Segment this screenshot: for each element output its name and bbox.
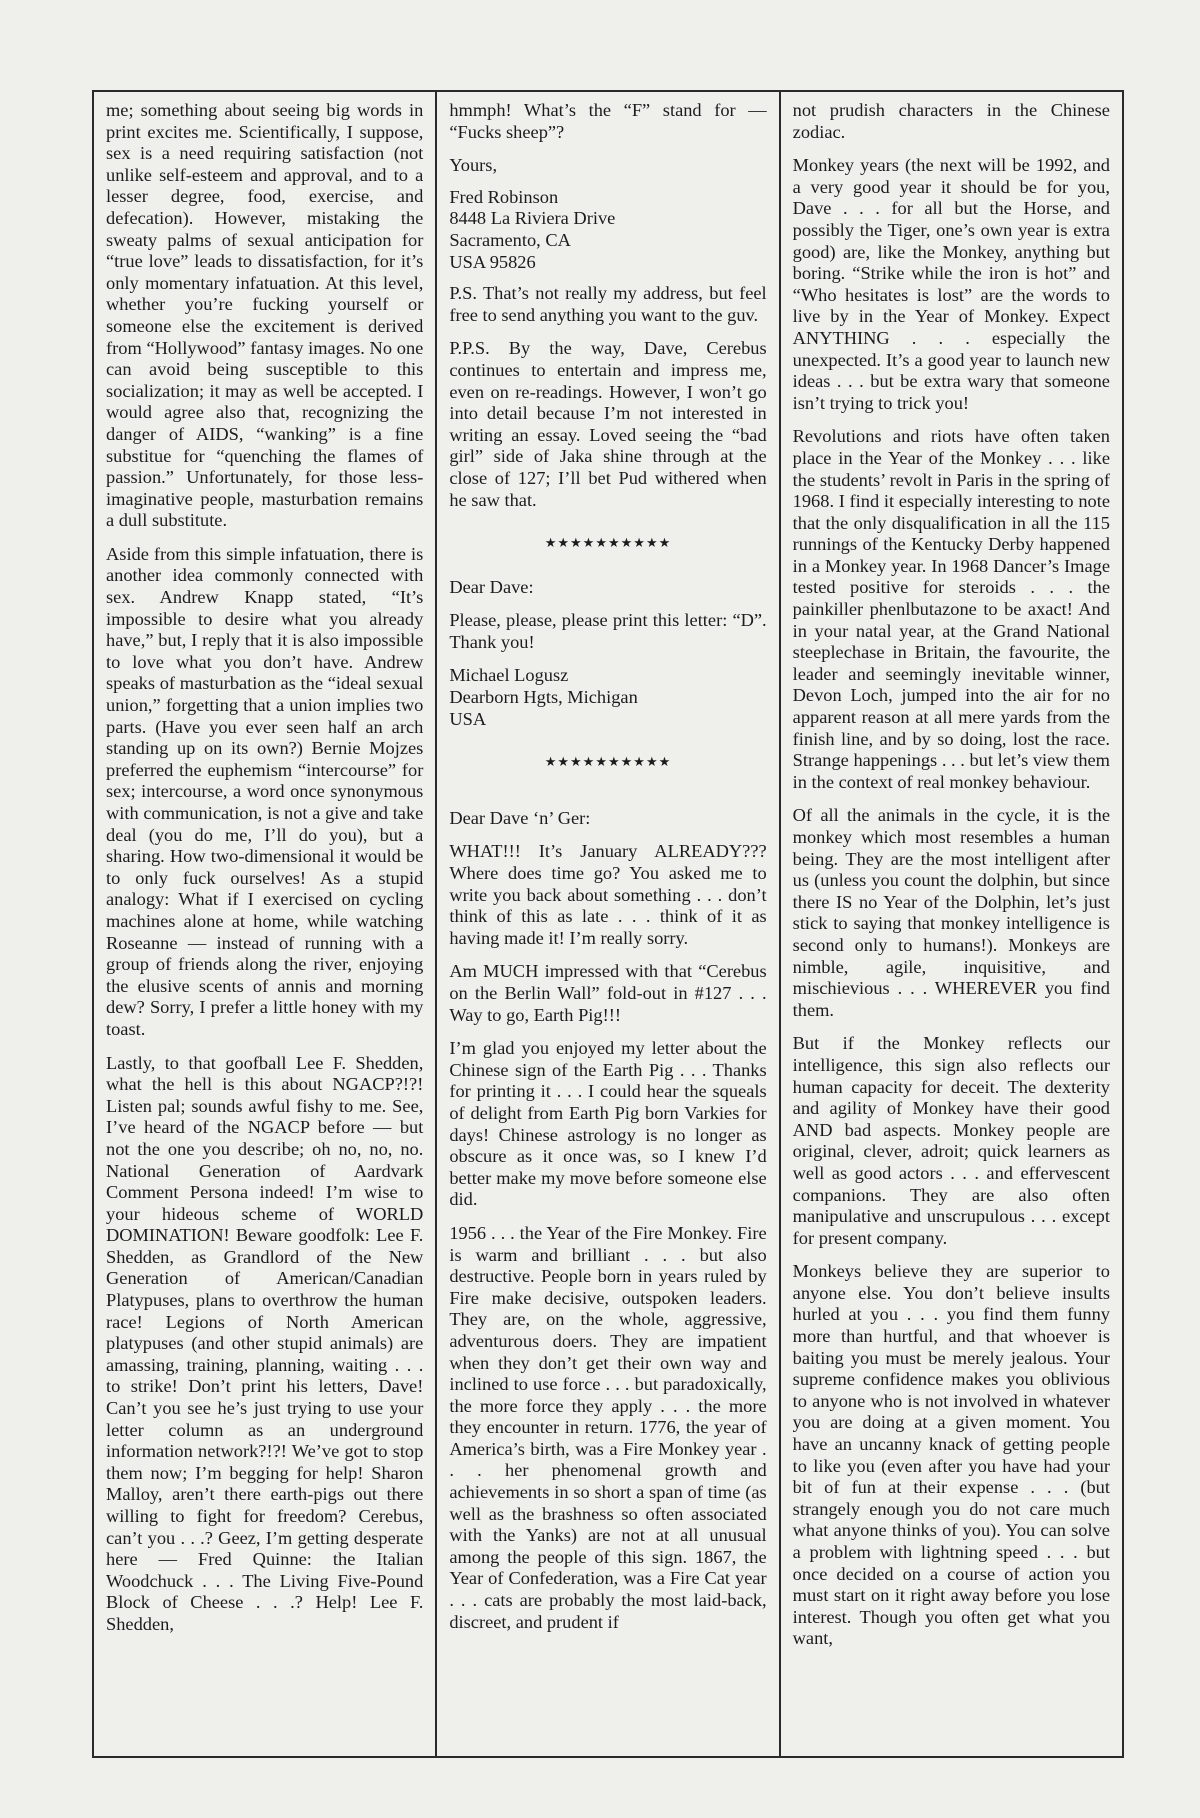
letter-signature-block [449, 155, 766, 273]
signature-address [449, 187, 766, 273]
address-line: 8448 La Riviera Drive [449, 208, 616, 229]
letter-paragraph: hmmph! What’s the “F” stand for — “Fucks sheep”? [449, 100, 767, 142]
letter-paragraph: Lastly, to that goofball Lee F. Shedden, what the hell is this about NGACP?!?! Listen pal; sounds awful fishy to me. See, I’ve heard of the NGACP before — but not the one you describe; oh no, no, no. National Generation of Aardvark Comment Persona indeed! I’m wise to your hideous scheme of WORLD DOMINATION! Beware goodfolk: Lee F. Shedden, as Grandlord of the New Generation of American/Canadian Platypuses, plans to overthrow the human race! Legions of North American platypuses (and other stupid animals) are amassing, training, planning, waiting . . . to strike! Don’t print his letters, Dave! Can’t you see he’s just trying to use your letter column as an underground information network?!?! We’ve got to stop them now; I’m begging for help! Sharon Malloy, aren’t there earth-pigs out there willing to fight for freedom? Cerebus, can’t you . . .? Geez, I’m getting desperate here — Fred Quinne: the Italian Woodchuck . . . The Living Five-Pound Block of Cheese . . .? Help! Lee F. Shedden, [106, 1052, 424, 1634]
letter-paragraph: Monkey years (the next will be 1992, and a very good year it should be for you, Dave . . . for all but the Horse, and possibly the Tiger, one’s own year is extra good) are, like the Monkey, anything but boring. “Strike while the iron is hot” and “Who hesitates is lost” are the words to live by in the Year of Monkey. Expect ANYTHING . . . especially the unexpected. It’s a good year to launch new ideas . . . but be extra wary that someone isn’t trying to trick you! [792, 155, 1110, 413]
letter-paragraph: Please, please, please print this letter: “D”. Thank you! [449, 610, 767, 652]
address-line: USA [449, 708, 487, 729]
letter-paragraph: Aside from this simple infatuation, there is another idea commonly connected with sex. Andrew Knapp stated, “It’s impossible to desire what you already have,” but, I reply that it is also impossible to love what you don’t have. Andrew speaks of masturbation as the “ideal sexual union,” forgetting that a union implies two parts. (Have you ever seen half an arch standing up on its own?) Bernie Mojzes preferred the euphemism “intercourse” for sex; intercourse, a word once synonymous with communication, is not a give and take deal (you do me, I’ll do you), but a sharing. How two-dimensional it would be to only fuck ourselves! As a stupid analogy: What if I exercised on cycling machines alone at home, while watching Roseanne — instead of running with a group of friends along the river, enjoying the elusive scents of annis and morning dew? Sorry, I prefer a little honey with my toast. [106, 543, 424, 1039]
signature-name: Michael Logusz [449, 665, 569, 686]
letter-paragraph: me; something about seeing big words in print excites me. Scientifically, I suppose, sex is a need requiring satisfaction (not unlike self-esteem and approval, and to a lesser degree, food, exercise, and defecation). However, mistaking the sweaty palms of sexual anticipation for “true love” leads to dissatisfaction, for it’s only momentary infatuation. At this level, whether you’re fucking yourself or someone else the excitement is derived from “Hollywood” fantasy images. No one can avoid being susceptible to this socialization; it may as well be accepted. I would agree also that, recognizing the danger of AIDS, “wanking” is a fine substitue for “quenching the flames of passion.” Unfortunately, for those less-imaginative people, masturbation remains a dull substitute. [106, 100, 424, 531]
letter-paragraph: 1956 . . . the Year of the Fire Monkey. Fire is warm and brilliant . . . but also destructive. People born in years ruled by Fire make decisive, outspoken leaders. They are, on the whole, aggressive, adventurous doers. They are impatient when they don’t get their own way and inclined to use force . . . but paradoxically, the more force they apply . . . the more they encounter in return. 1776, the year of America’s birth, was a Fire Monkey year . . . her phenomenal growth and achievements in so short a span of time (as well as the brashness so often associated with the Yanks) are not at all unusual among the people of this sign. 1867, the Year of Confederation, was a Fire Cat year . . . cats are probably the most laid-back, discreet, and prudent if [449, 1222, 767, 1632]
column-middle [435, 92, 778, 1756]
letter-paragraph: Of all the animals in the cycle, it is the monkey which most resembles a human being. They are the most intelligent after us (unless you count the dolphin, but since there IS no Year of the Dolphin, let’s just stick to saying that monkey intelligence is second only to humans!). Monkeys are nimble, agile, inquisitive, and mischievious . . . WHEREVER you find them. [792, 805, 1110, 1020]
star-separator: ★★★★★★★★★★ [544, 755, 672, 771]
letter-paragraph: Am MUCH impressed with that “Cerebus on the Berlin Wall” fold-out in #127 . . . Way to go, Earth Pig!!! [449, 961, 767, 1025]
signature-name: Fred Robinson [449, 186, 559, 207]
address-line: Sacramento, CA [449, 229, 571, 250]
letter-paragraph: I’m glad you enjoyed my letter about the Chinese sign of the Earth Pig . . . Thanks for printing it . . . I could hear the squeals of delight from Earth Pig born Varkies for days! Chinese astrology is no longer as obscure as it once was, so I knew I’d better make my move before someone else did. [449, 1038, 767, 1210]
letter-paragraph: But if the Monkey reflects our intelligence, this sign also reflects our human capacity for deceit. The dexterity and agility of Monkey have their good AND bad aspects. Monkey people are original, clever, adroit; quick learners as well as good actors . . . and effervescent companions. They are also often manipulative and unscrupulous . . . except for present company. [792, 1033, 1110, 1248]
address-line: Dearborn Hgts, Michigan [449, 687, 638, 708]
signature-address [449, 665, 766, 730]
letter-postscript: P.S. That’s not really my address, but feel free to send anything you want to the guv. [449, 283, 767, 325]
letters-page [92, 90, 1124, 1758]
letter-paragraph: not prudish characters in the Chinese zodiac. [792, 100, 1110, 142]
letter-greeting: Dear Dave: [449, 576, 534, 597]
letter-postscript: P.P.S. By the way, Dave, Cerebus continues to entertain and impress me, even on re-readings. However, I won’t go into detail because I’m not interested in writing an essay. Loved seeing the “bad girl” side of Jaka shine through at the close of 127; I’ll bet Pud withered when he saw that. [449, 338, 767, 510]
letter-closing: Yours, [449, 155, 498, 176]
column-left [94, 92, 435, 1756]
column-right [779, 92, 1122, 1756]
letter-paragraph: Revolutions and riots have often taken place in the Year of the Monkey . . . like the students’ revolt in Paris in the spring of 1968. I find it especially interesting to note that the only disqualification in all the 115 runnings of the Kentucky Derby happened in a Monkey year. In 1968 Dancer’s Image tested positive for steroids . . . the painkiller phenlbutazone to be axact! And in your natal year, at the Grand National steeplechase in Britain, the favourite, the leader and seemingly inevitable winner, Devon Loch, jumped into the air for no apparent reason at all mere yards from the finish line, and by so doing, lost the race. Strange happenings . . . but let’s view them in the context of real monkey behaviour. [792, 426, 1110, 792]
address-line: USA 95826 [449, 251, 536, 272]
letter-paragraph: WHAT!!! It’s January ALREADY??? Where does time go? You asked me to write you back about something . . . don’t think of this as late . . . think of it as having made it! I’m really sorry. [449, 841, 767, 948]
star-separator: ★★★★★★★★★★ [544, 536, 672, 552]
letter-signature-block [449, 665, 766, 730]
letter-greeting: Dear Dave ‘n’ Ger: [449, 807, 591, 828]
letter-paragraph: Monkeys believe they are superior to anyone else. You don’t believe insults hurled at you . . . you find them funny more than hurtful, and that whoever is baiting you must be merely jealous. Your supreme confidence makes you oblivious to anyone who is not involved in whatever you are doing at a given moment. You have an uncanny knack of getting people to like you (even after you have had your bit of fun at their expense . . . (but strangely enough you do not care much what anyone thinks of you). You can solve a problem with lightning speed . . . but once decided on a course of action you must start on it right away before you lose interest. Though you often get what you want, [792, 1261, 1110, 1649]
